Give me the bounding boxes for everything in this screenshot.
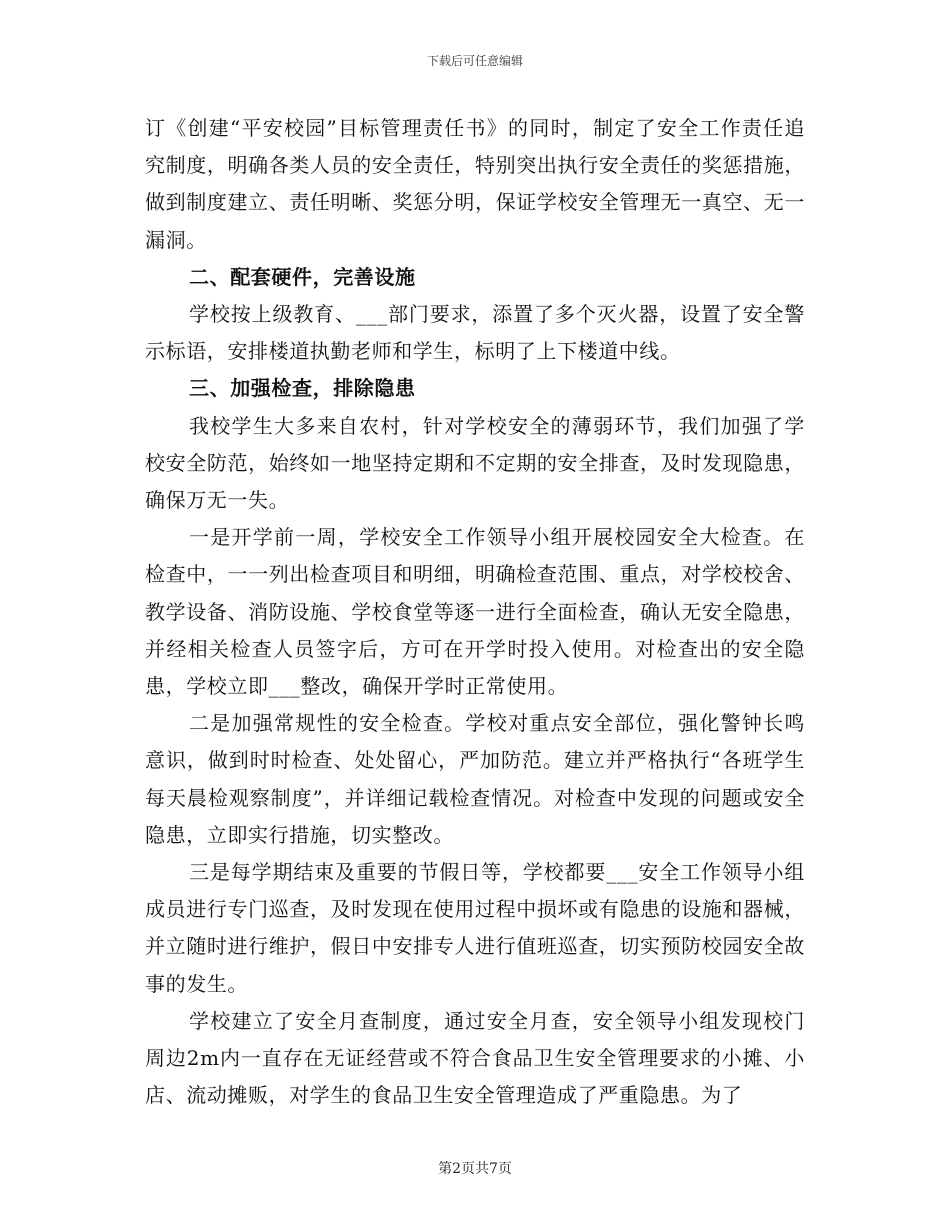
paragraph-inspection-intro: 我校学生大多来自农村，针对学校安全的薄弱环节，我们加强了学校安全防范，始终如一地坚持定期和不定期的安全排查，及时发现隐患，确保万无一失。 (145, 413, 805, 513)
paragraph-responsibility-continued: 订《创建“平安校园”目标管理责任书》的同时，制定了安全工作责任追究制度，明确各类人员的安全责任，特别突出执行安全责任的奖惩措施，做到制度建立、责任明晰、奖惩分明，保证学校安全管理无一真空、无一漏洞。 (145, 116, 805, 252)
paragraph-monthly-check: 学校建立了安全月查制度，通过安全月查，安全领导小组发现校门周边2m内一直存在无证经营或不符合食品卫生安全管理要求的小摊、小店、流动摊贩，对学生的食品卫生安全管理造成了严重隐患。为了 (145, 1008, 805, 1108)
paragraph-hardware: 学校按上级教育、___部门要求，添置了多个灭火器，设置了安全警示标语，安排楼道执勤老师和学生，标明了上下楼道中线。 (145, 302, 805, 364)
page-footer: 第2页共7页 (438, 1161, 512, 1177)
section-heading-inspection: 三、加强检查，排除隐患 (189, 376, 416, 401)
page-header: 下载后可任意编辑 (426, 54, 523, 68)
paragraph-inspection-third: 三是每学期结束及重要的节假日等，学校都要___安全工作领导小组成员进行专门巡查，及时发现在使用过程中损坏或有隐患的设施和器械，并立随时进行维护，假日中安排专人进行值班巡查，切实预防校园安全故事的发生。 (145, 860, 805, 996)
paragraph-inspection-first: 一是开学前一周，学校安全工作领导小组开展校园安全大检查。在检查中，一一列出检查项目和明细，明确检查范围、重点，对学校校舍、教学设备、消防设施、学校食堂等逐一进行全面检查，确认无安全隐患，并经相关检查人员签字后，方可在开学时投入使用。对检查出的安全隐患，学校立即___整改，确保开学时正常使用。 (145, 525, 805, 699)
document-body (145, 110, 805, 1114)
section-heading-hardware: 二、配套硬件，完善设施 (189, 264, 416, 289)
paragraph-inspection-second: 二是加强常规性的安全检查。学校对重点安全部位，强化警钟长鸣意识，做到时时检查、处处留心，严加防范。建立并严格执行“各班学生每天晨检观察制度”，并详细记载检查情况。对检查中发现的问题或安全隐患，立即实行措施，切实整改。 (145, 711, 805, 847)
